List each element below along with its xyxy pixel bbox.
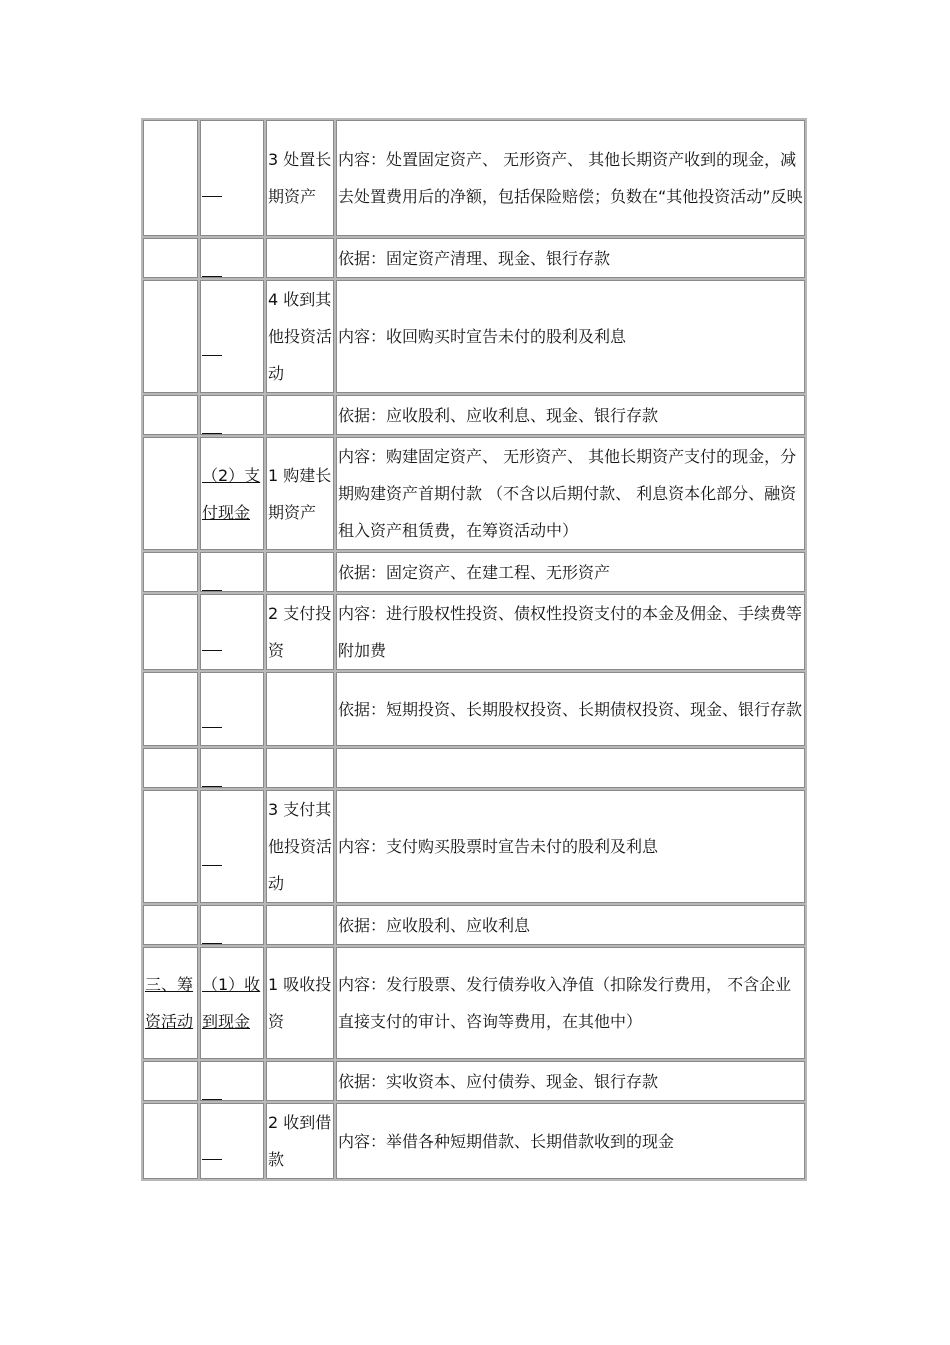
description-cell: 依据：短期投资、长期股权投资、长期债权投资、现金、银行存款 (336, 672, 805, 746)
subcategory-cell (200, 238, 264, 278)
table-row (143, 790, 805, 903)
item-cell: 2 收到借款 (266, 1103, 334, 1179)
blank-underline (202, 864, 222, 866)
table-row (143, 748, 805, 788)
table-row (143, 672, 805, 746)
item-cell: 4 收到其他投资活动 (266, 280, 334, 393)
category-cell (143, 905, 198, 945)
subcategory-cell (200, 672, 264, 746)
subcategory-cell: （1）收到现金 (200, 947, 264, 1059)
table-row (143, 238, 805, 278)
item-cell: 3 支付其他投资活动 (266, 790, 334, 903)
description-cell: 内容：处置固定资产、 无形资产、 其他长期资产收到的现金，减去处置费用后的净额，包括保险赔偿；负数在“其他投资活动”反映 (336, 120, 805, 236)
description-cell: 内容：收回购买时宣告未付的股利及利息 (336, 280, 805, 393)
description-cell: 内容：支付购买股票时宣告未付的股利及利息 (336, 790, 805, 903)
description-cell: 内容：购建固定资产、 无形资产、 其他长期资产支付的现金，分期购建资产首期付款 （不含以后期付款、 利息资本化部分、融资租入资产租赁费，在筹资活动中） (336, 437, 805, 550)
subcategory-cell (200, 790, 264, 903)
category-cell (143, 280, 198, 393)
subcategory-cell (200, 748, 264, 788)
description-cell: 依据：固定资产、在建工程、无形资产 (336, 552, 805, 592)
category-cell (143, 790, 198, 903)
blank-underline (202, 432, 222, 434)
blank-underline (202, 649, 222, 651)
description-cell: 依据：固定资产清理、现金、银行存款 (336, 238, 805, 278)
category-cell (143, 437, 198, 550)
category-cell (143, 238, 198, 278)
description-cell (336, 748, 805, 788)
category-cell (143, 395, 198, 435)
blank-underline (202, 275, 222, 277)
table-row (143, 905, 805, 945)
category-cell (143, 672, 198, 746)
category-cell (143, 1103, 198, 1179)
table-row (143, 594, 805, 670)
cash-flow-table (141, 118, 807, 1181)
description-cell: 依据：应收股利、应收利息 (336, 905, 805, 945)
item-cell (266, 905, 334, 945)
item-cell (266, 238, 334, 278)
blank-underline (202, 589, 222, 591)
description-cell: 内容：进行股权性投资、债权性投资支付的本金及佣金、手续费等附加费 (336, 594, 805, 670)
table-row (143, 1061, 805, 1101)
category-cell: 三、筹资活动 (143, 947, 198, 1059)
category-cell (143, 120, 198, 236)
item-cell (266, 748, 334, 788)
item-cell (266, 672, 334, 746)
category-cell (143, 748, 198, 788)
description-cell: 依据：实收资本、应付债券、现金、银行存款 (336, 1061, 805, 1101)
item-cell: 1 吸收投资 (266, 947, 334, 1059)
blank-underline (202, 785, 222, 787)
blank-underline (202, 726, 222, 728)
item-cell: 1 购建长期资产 (266, 437, 334, 550)
subcategory-cell: （2）支付现金 (200, 437, 264, 550)
blank-underline (202, 942, 222, 944)
table-row (143, 1103, 805, 1179)
table-row (143, 552, 805, 592)
blank-underline (202, 354, 222, 356)
table-row (143, 947, 805, 1059)
subcategory-cell (200, 594, 264, 670)
blank-underline (202, 195, 222, 197)
subcategory-cell (200, 1061, 264, 1101)
item-cell: 2 支付投资 (266, 594, 334, 670)
table-row (143, 120, 805, 236)
subcategory-cell (200, 120, 264, 236)
blank-underline (202, 1098, 222, 1100)
blank-underline (202, 1158, 222, 1160)
subcategory-cell (200, 905, 264, 945)
item-cell (266, 395, 334, 435)
item-cell (266, 1061, 334, 1101)
subcategory-cell (200, 552, 264, 592)
table-row (143, 280, 805, 393)
table-row (143, 395, 805, 435)
item-cell: 3 处置长期资产 (266, 120, 334, 236)
table-row (143, 437, 805, 550)
description-cell: 内容：发行股票、发行债券收入净值（扣除发行费用， 不含企业直接支付的审计、咨询等费用，在其他中） (336, 947, 805, 1059)
subcategory-cell (200, 280, 264, 393)
description-cell: 依据：应收股利、应收利息、现金、银行存款 (336, 395, 805, 435)
subcategory-cell (200, 1103, 264, 1179)
category-cell (143, 1061, 198, 1101)
subcategory-cell (200, 395, 264, 435)
category-cell (143, 594, 198, 670)
description-cell: 内容：举借各种短期借款、长期借款收到的现金 (336, 1103, 805, 1179)
item-cell (266, 552, 334, 592)
category-cell (143, 552, 198, 592)
